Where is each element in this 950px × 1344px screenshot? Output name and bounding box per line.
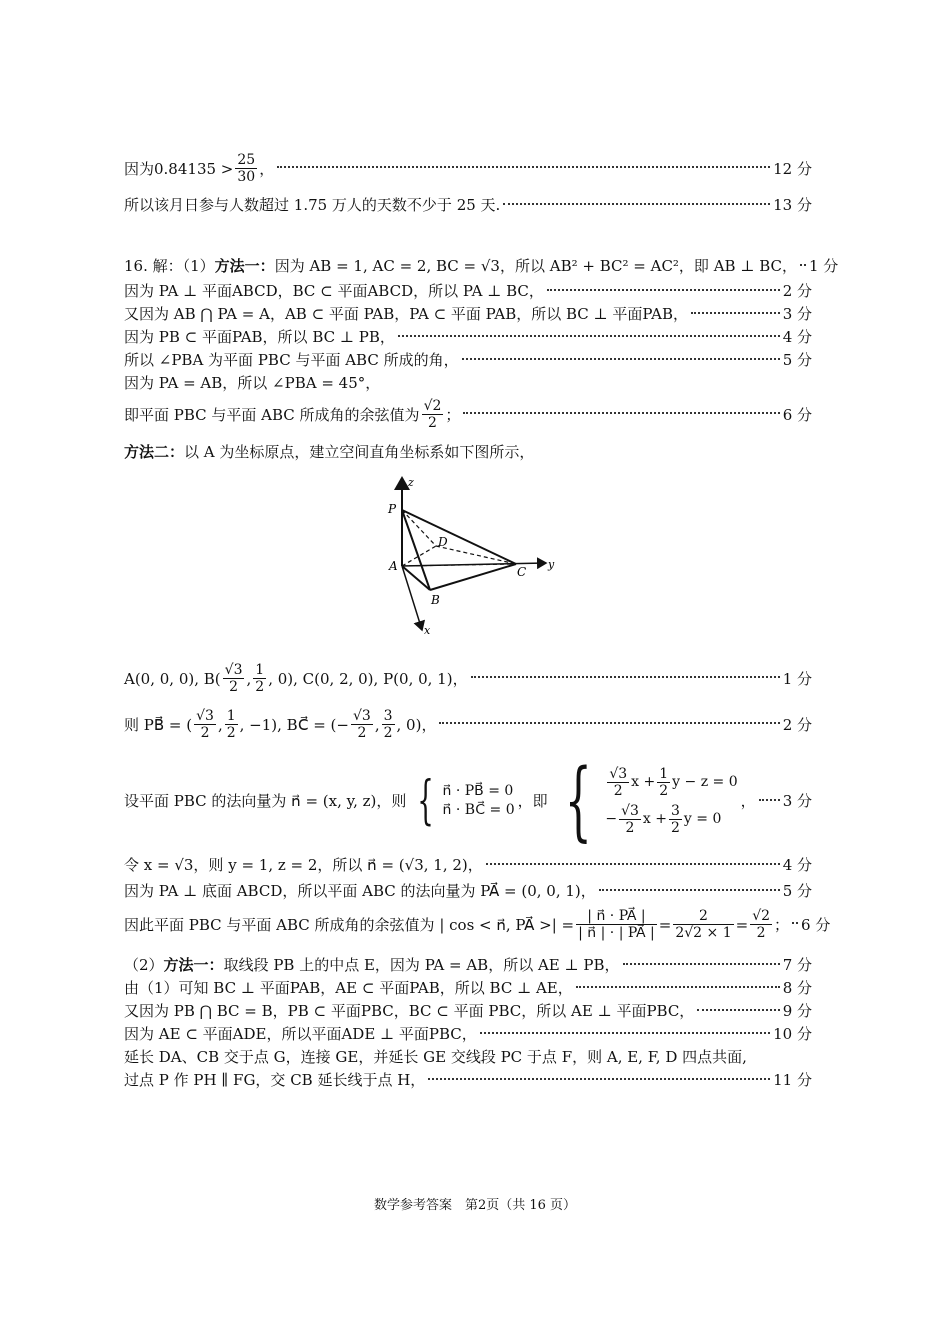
denominator: 2: [670, 820, 680, 837]
edge-bc: [430, 564, 516, 590]
fraction: [576, 908, 657, 941]
denominator: 30: [237, 169, 256, 186]
denominator: 2: [383, 725, 393, 742]
denominator: 2: [226, 725, 236, 742]
line-text: ,: [246, 669, 252, 688]
fraction: [382, 708, 395, 741]
score: 11 分: [773, 1071, 812, 1089]
numerator: √3: [224, 662, 243, 678]
denominator: 2: [756, 925, 766, 942]
label-d: D: [438, 535, 448, 549]
score: 2 分: [782, 715, 812, 734]
label-b: B: [431, 593, 440, 607]
line-text: , −1), BC⃗ = (−: [239, 715, 349, 734]
line-text: ，: [259, 159, 275, 178]
answer-line: [124, 979, 812, 997]
dot-leader: [463, 411, 779, 414]
denominator: 2√2 × 1: [675, 925, 732, 942]
term: x +: [631, 774, 656, 790]
brace: {: [564, 751, 592, 851]
line-text: 因为 AB = 1, AC = 2, BC = √3，所以 AB² + BC² = AC²，即 AB ⊥ BC，: [274, 257, 797, 275]
numerator: √3: [609, 765, 628, 782]
answer-line: [124, 956, 812, 974]
fraction: [422, 398, 444, 431]
numerator: √2: [752, 908, 771, 924]
fraction: [194, 708, 216, 741]
answer-line: [124, 1048, 812, 1066]
denominator: 2: [659, 782, 669, 799]
denominator: 2: [625, 820, 635, 837]
score: 4 分: [782, 856, 812, 874]
answer-line: [124, 1071, 812, 1089]
score: 6 分: [782, 405, 812, 424]
method-label: 方法一：: [214, 257, 275, 275]
term: y − z = 0: [672, 774, 738, 790]
line-text: 延长 DA、CB 交于点 G，连接 GE，并延长 GE 交线段 PC 于点 F，则 A, E, F, D 四点共面,: [124, 1048, 747, 1066]
answer-line: [124, 882, 812, 900]
line-text: ，: [740, 792, 756, 810]
edge-dc: [436, 546, 516, 564]
term: x +: [642, 811, 667, 828]
score: 5 分: [782, 351, 812, 369]
answer-line: [124, 374, 812, 392]
label-z: z: [408, 476, 414, 489]
page-footer: 数学参考答案 第2页（共 16 页）: [373, 1198, 577, 1213]
equation-system: [551, 751, 738, 851]
dot-leader: [547, 288, 780, 291]
line-text: 因为 AE ⊂ 平面ADE，所以平面ADE ⊥ 平面PBC，: [124, 1025, 477, 1043]
equation: n⃗ · BC⃗ = 0: [442, 802, 515, 818]
score: 1 分: [808, 257, 839, 275]
numerator: 3: [670, 803, 680, 819]
denominator: 2: [613, 782, 623, 799]
dot-leader: [623, 962, 780, 965]
score: 13 分: [773, 196, 812, 214]
line-text: =: [735, 915, 749, 934]
numerator: √2: [423, 398, 442, 414]
line-text: 又因为 PB ⋂ BC = B，PB ⊂ 平面PBC，BC ⊂ 平面 PBC，所以 AE ⊥ 平面PBC，: [124, 1002, 695, 1020]
label-x: x: [424, 624, 431, 637]
numerator: √3: [196, 708, 214, 724]
line-text: , 0), C(0, 2, 0), P(0, 0, 1)，: [268, 669, 468, 688]
line-text: ；: [774, 915, 790, 934]
numerator: √3: [621, 803, 639, 819]
method-label: 方法二：: [124, 443, 185, 461]
line-text: ,: [217, 715, 223, 734]
term: −: [605, 811, 618, 828]
dot-leader: [486, 862, 780, 865]
score: 4 分: [782, 328, 812, 346]
fraction: [223, 662, 245, 695]
line-text: 则 PB⃗ = (: [124, 715, 193, 734]
dot-leader: [800, 263, 806, 266]
label-c: C: [517, 565, 527, 579]
denominator: 2: [357, 725, 367, 742]
label-a: A: [389, 559, 398, 573]
answer-line: [124, 1002, 812, 1020]
dot-leader: [599, 888, 780, 891]
line-text: 因此平面 PBC 与平面 ABC 所成角的余弦值为 | cos < n⃗, PA⃗ >| =: [124, 915, 575, 934]
dot-leader: [277, 165, 770, 168]
numerator: 2: [673, 908, 733, 925]
line-text: , 0)，: [396, 715, 437, 734]
numerator: 1: [659, 765, 669, 782]
line-text: ,: [374, 715, 380, 734]
line-text: 因为 PA ⊥ 底面 ABCD，所以平面 ABC 的法向量为 PA⃗ = (0, 0, 1)，: [124, 882, 596, 900]
score: 10 分: [773, 1025, 812, 1043]
method-label: 方法一：: [163, 956, 224, 974]
line-text: 令 x = √3，则 y = 1, z = 2，所以 n⃗ = (√3, 1, 2)，: [124, 856, 483, 874]
equation-system: [409, 771, 515, 831]
line-text: =: [658, 915, 672, 934]
numerator: 1: [226, 708, 236, 724]
dot-leader: [759, 798, 780, 801]
score: 12 分: [773, 159, 812, 178]
dot-leader: [503, 202, 770, 205]
line-text: 由（1）可知 BC ⊥ 平面PAB，AE ⊂ 平面PAB，所以 BC ⊥ AE，: [124, 979, 573, 997]
dot-leader: [398, 334, 780, 337]
brace: {: [417, 771, 435, 831]
score: 7 分: [782, 956, 812, 974]
line-text: 所以 ∠PBA 为平面 PBC 与平面 ABC 所成的角，: [124, 351, 459, 369]
answer-line: [124, 152, 812, 185]
line-text: 因为 PB ⊂ 平面PAB，所以 BC ⊥ PB，: [124, 328, 395, 346]
fraction: [750, 908, 772, 941]
dot-leader: [428, 1077, 770, 1080]
dot-leader: [439, 721, 779, 724]
answer-line: [124, 398, 812, 431]
label-p: P: [388, 502, 397, 516]
line-text: 因为 PA = AB，所以 ∠PBA = 45°，: [124, 374, 381, 392]
answer-line: [124, 708, 812, 741]
equation: [605, 803, 737, 836]
answer-line: [124, 443, 812, 461]
line-text: 取线段 PB 上的中点 E，因为 PA = AB，所以 AE ⊥ PB，: [223, 956, 620, 974]
score: 5 分: [782, 882, 812, 900]
question-number: （2）: [124, 956, 164, 974]
score: 6 分: [801, 915, 831, 934]
answer-line: [124, 196, 812, 214]
numerator: | n⃗ · PA⃗ |: [576, 908, 657, 925]
numerator: √3: [352, 708, 371, 724]
fraction: [253, 662, 266, 695]
dot-leader: [462, 357, 780, 360]
denominator: 2: [428, 415, 437, 432]
score: 3 分: [782, 792, 812, 810]
answer-line: [124, 257, 839, 275]
dot-leader: [697, 1008, 779, 1011]
coordinate-diagram: [378, 472, 568, 640]
equation: [605, 766, 737, 799]
score: 2 分: [782, 282, 812, 300]
edge-pd: [402, 510, 436, 546]
line-text: 过点 P 作 PH ∥ FG，交 CB 延长线于点 H，: [124, 1071, 426, 1089]
fraction: [673, 908, 733, 941]
dot-leader: [576, 985, 780, 988]
dot-leader: [691, 311, 780, 314]
line-text: A(0, 0, 0), B(: [124, 669, 221, 688]
numerator: 25: [237, 152, 256, 168]
score: 8 分: [782, 979, 812, 997]
fraction: [225, 708, 238, 741]
numerator: 1: [255, 662, 265, 678]
answer-line: [124, 305, 812, 323]
answer-line: [124, 1025, 812, 1043]
denominator: 2: [229, 679, 239, 696]
denominator: | n⃗ | · | PA⃗ |: [578, 925, 655, 942]
fraction: [351, 708, 373, 741]
label-y: y: [548, 558, 555, 571]
answer-line: [124, 751, 812, 851]
line-text: ；: [445, 405, 461, 424]
denominator: 2: [255, 679, 265, 696]
line-text: 又因为 AB ⋂ PA = A，AB ⊂ 平面 PAB，PA ⊂ 平面 PAB，所以 BC ⊥ 平面PAB，: [124, 305, 689, 323]
line-text: 设平面 PBC 的法向量为 n⃗ = (x, y, z)，则: [124, 792, 407, 810]
answer-line: [124, 282, 812, 300]
line-text: 即平面 PBC 与平面 ABC 所成角的余弦值为: [124, 405, 420, 424]
line-text: 因为 PA ⊥ 平面ABCD，BC ⊂ 平面ABCD，所以 PA ⊥ BC，: [124, 282, 544, 300]
equation: n⃗ · PB⃗ = 0: [442, 783, 514, 800]
numerator: 3: [383, 708, 393, 724]
answer-line: [124, 908, 831, 942]
line-text: 以 A 为坐标原点，建立空间直角坐标系如下图所示，: [184, 443, 535, 461]
score: 1 分: [782, 669, 812, 688]
answer-line: [124, 351, 812, 369]
line-text: ，即: [517, 792, 548, 810]
answer-line: [124, 856, 812, 874]
dot-leader: [792, 921, 798, 924]
score: 9 分: [782, 1002, 812, 1020]
denominator: 2: [200, 725, 210, 742]
line-text: 因为0.84135 >: [124, 159, 234, 178]
dot-leader: [480, 1031, 770, 1034]
fraction: [235, 152, 257, 185]
answer-line: [124, 328, 812, 346]
term: y = 0: [683, 811, 722, 828]
question-number: 16. 解：（1）: [124, 257, 215, 275]
dot-leader: [471, 675, 780, 678]
answer-line: [124, 662, 812, 695]
score: 3 分: [782, 305, 812, 323]
line-text: 所以该月日参与人数超过 1.75 万人的天数不少于 25 天.: [124, 196, 501, 214]
